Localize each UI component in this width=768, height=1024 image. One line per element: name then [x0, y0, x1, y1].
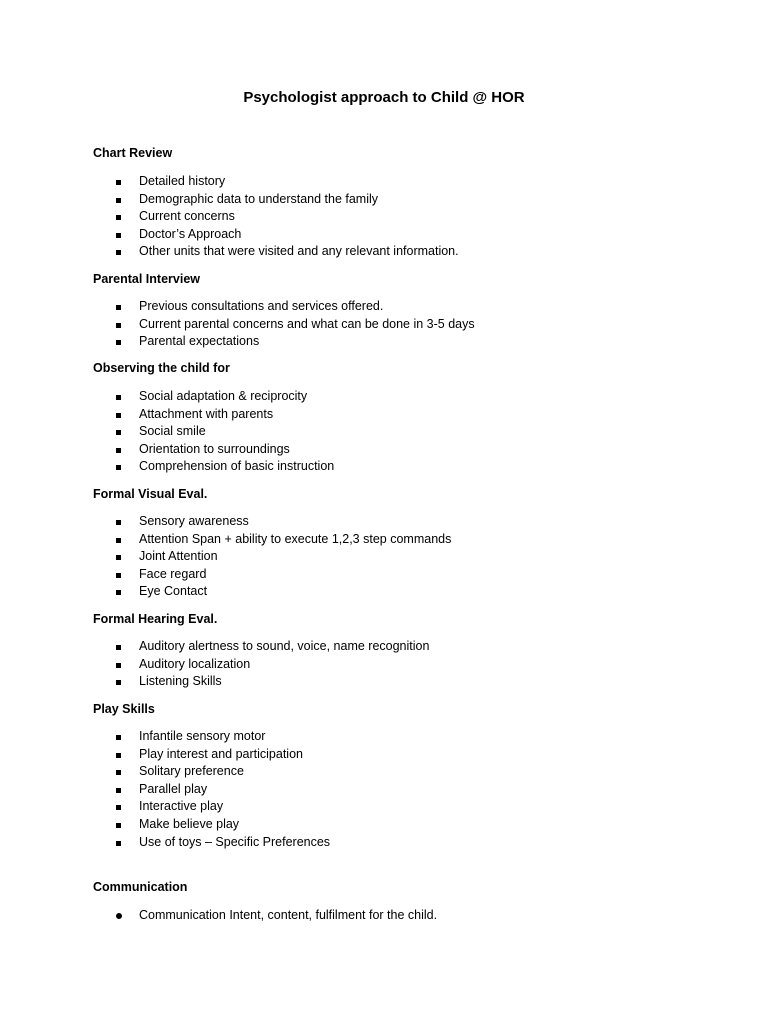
square-bullet-icon: [116, 590, 121, 595]
section-heading-play-skills: Play Skills: [93, 702, 155, 716]
list-item-text: Auditory alertness to sound, voice, name recognition: [139, 639, 430, 653]
square-bullet-icon: [116, 180, 121, 185]
list-item-text: Solitary preference: [139, 764, 244, 779]
list-item-text: Attention Span + ability to execute 1,2,3 step commands: [139, 531, 452, 546]
square-bullet-icon: [116, 573, 121, 578]
list-item-text: Attachment with parents: [139, 406, 274, 421]
square-bullet-icon: [116, 680, 121, 685]
page-title: Psychologist approach to Child @ HOR: [243, 89, 525, 106]
list-item-text: Joint Attention: [139, 549, 218, 564]
square-bullet-icon: [116, 413, 121, 418]
list-item-text: Parallel play: [139, 781, 208, 796]
square-bullet-icon: [116, 805, 121, 810]
list-item-text: Auditory localization: [139, 656, 251, 671]
square-bullet-icon: [116, 448, 121, 453]
list-item-text: Parental expectations: [139, 334, 260, 349]
square-bullet-icon: [116, 305, 121, 310]
square-bullet-icon: [116, 340, 121, 345]
square-bullet-icon: [116, 215, 121, 220]
list-item-text: Previous consultations and services offered.: [139, 299, 384, 313]
list-item-text: Make believe play: [139, 816, 240, 831]
square-bullet-icon: [116, 735, 121, 740]
list-item-text: Other units that were visited and any relevant information.: [139, 244, 459, 259]
square-bullet-icon: [116, 841, 121, 846]
section-heading-chart-review: Chart Review: [93, 146, 173, 160]
list-item-text: Use of toys – Specific Preferences: [139, 834, 331, 849]
list-item-text: Face regard: [139, 566, 207, 581]
section-heading-parental-interview: Parental Interview: [93, 272, 200, 286]
square-bullet-icon: [116, 823, 121, 828]
square-bullet-icon: [116, 430, 121, 435]
list-item-text: Infantile sensory motor: [139, 729, 266, 743]
section-heading-formal-hearing-eval: Formal Hearing Eval.: [93, 612, 218, 626]
list-item-text: Eye Contact: [139, 584, 208, 599]
square-bullet-icon: [116, 788, 121, 793]
list-item-text: Comprehension of basic instruction: [139, 459, 335, 474]
list-item-text: Current parental concerns and what can be done in 3-5 days: [139, 316, 475, 331]
square-bullet-icon: [116, 250, 121, 255]
square-bullet-icon: [116, 323, 121, 328]
list-item-text: Play interest and participation: [139, 746, 303, 761]
list-item-text: Communication Intent, content, fulfilment for the child.: [139, 908, 438, 922]
square-bullet-icon: [116, 395, 121, 400]
list-item-text: Social adaptation & reciprocity: [139, 389, 308, 403]
list-item-text: Current concerns: [139, 209, 235, 224]
list-item-text: Sensory awareness: [139, 514, 249, 528]
section-heading-formal-visual-eval: Formal Visual Eval.: [93, 487, 208, 501]
list-item-text: Doctor’s Approach: [139, 226, 242, 241]
section-heading-communication: Communication: [93, 880, 188, 894]
square-bullet-icon: [116, 663, 121, 668]
list-item-text: Demographic data to understand the family: [139, 191, 379, 206]
list-item-text: Detailed history: [139, 174, 226, 188]
list-item-text: Social smile: [139, 424, 206, 439]
square-bullet-icon: [116, 465, 121, 470]
square-bullet-icon: [116, 555, 121, 560]
square-bullet-icon: [116, 770, 121, 775]
list-item-text: Orientation to surroundings: [139, 441, 290, 456]
square-bullet-icon: [116, 198, 121, 203]
section-heading-observing-child: Observing the child for: [93, 361, 230, 375]
list-item-text: Listening Skills: [139, 674, 222, 689]
square-bullet-icon: [116, 753, 121, 758]
square-bullet-icon: [116, 645, 121, 650]
square-bullet-icon: [116, 538, 121, 543]
square-bullet-icon: [116, 233, 121, 238]
round-bullet-icon: [116, 913, 122, 919]
square-bullet-icon: [116, 520, 121, 525]
list-item-text: Interactive play: [139, 799, 224, 814]
